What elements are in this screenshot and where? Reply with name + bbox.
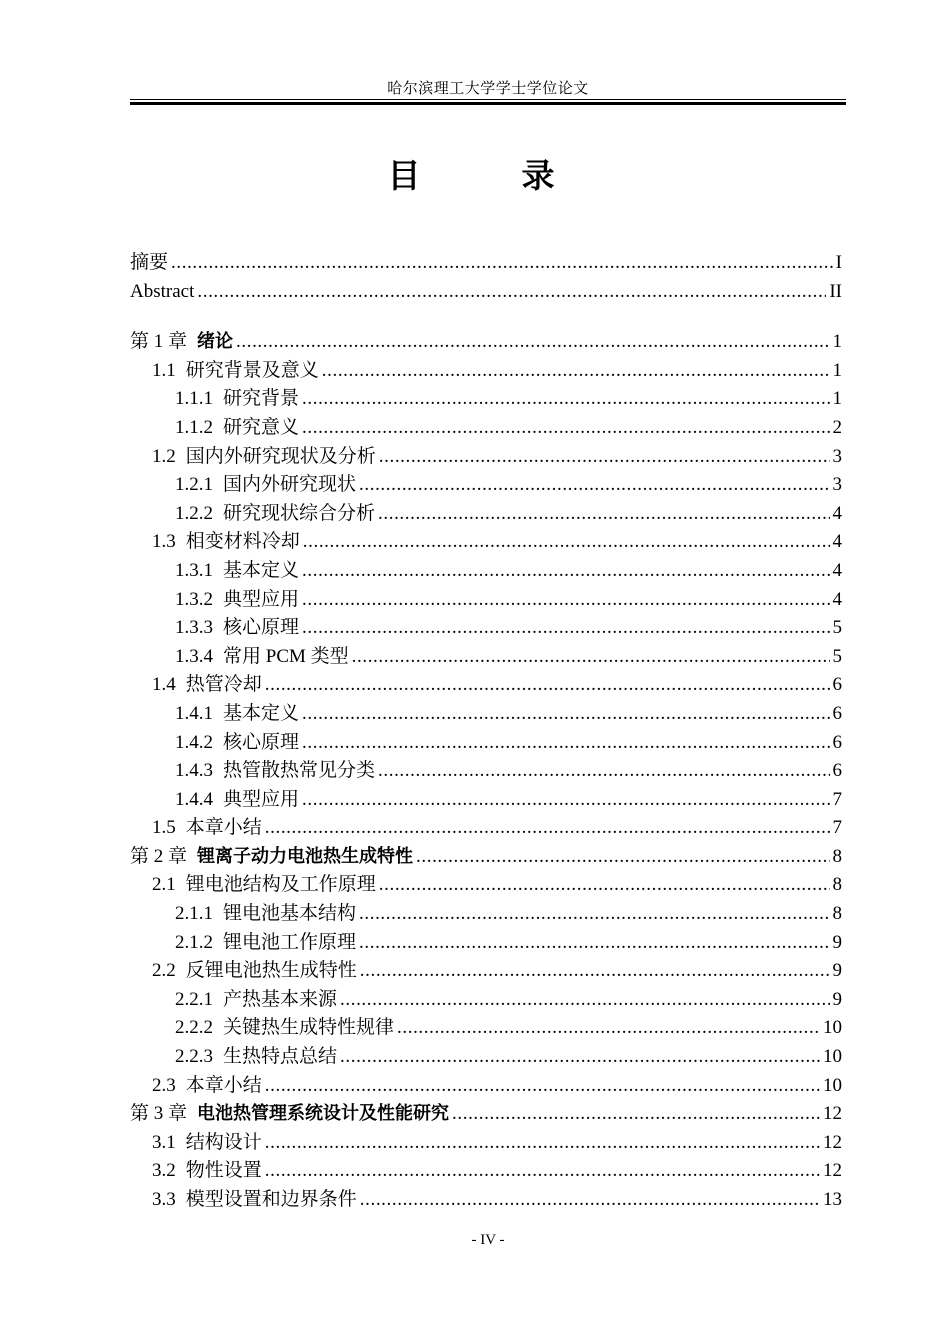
toc-entry-number: 3.2	[152, 1160, 176, 1182]
toc-entry-page: 6	[832, 702, 842, 724]
toc-leader-dots	[265, 814, 830, 843]
toc-entry-page: I	[835, 252, 842, 273]
toc-entry-number: 1.5	[152, 817, 176, 839]
toc-section[interactable]	[130, 1129, 842, 1158]
toc-entry-number: 1.1.2	[175, 416, 213, 438]
toc-entry-title: 国内外研究现状及分析	[185, 445, 376, 467]
toc-entry-title: 锂电池结构及工作原理	[185, 874, 376, 896]
toc-entry-title: 核心原理	[223, 731, 300, 753]
toc-leader-dots	[302, 586, 829, 615]
toc-leader-dots	[359, 900, 829, 929]
toc-entry-title: 本章小结	[185, 817, 262, 839]
toc-leader-dots	[302, 414, 829, 443]
toc-entry-title: 热管冷却	[185, 674, 262, 696]
toc-leader-dots	[340, 1043, 820, 1072]
toc-entry-number: 2.2.2	[175, 1017, 213, 1039]
toc-entry-title: 典型应用	[223, 788, 300, 810]
toc-entry-number: 1.3.4	[175, 645, 213, 667]
toc-leader-dots	[378, 757, 829, 786]
toc-entry-number: 第 3 章	[130, 1103, 188, 1125]
toc-leader-dots	[302, 557, 829, 586]
toc-leader-dots	[302, 614, 829, 643]
toc-entry-number: 2.1	[152, 874, 176, 896]
toc-entry-title: 物性设置	[185, 1160, 262, 1182]
toc-entry-page: 6	[832, 760, 842, 782]
toc-entry-title: 基本定义	[223, 559, 300, 581]
toc-section[interactable]	[130, 357, 842, 386]
toc-entry-title: 研究背景及意义	[185, 359, 319, 381]
toc-entry-page: 5	[832, 645, 842, 667]
toc-entry-number: 1.4.3	[175, 760, 213, 782]
toc-entry-number: 1.4.1	[175, 702, 213, 724]
toc-entry-page: 10	[823, 1074, 842, 1096]
toc-entry-title: 结构设计	[185, 1131, 262, 1153]
toc-leader-dots	[171, 249, 833, 278]
toc-entry-number: 2.2.3	[175, 1046, 213, 1068]
toc-entry-page: 3	[832, 474, 842, 496]
toc-entry-page: 8	[832, 874, 842, 896]
toc-entry-title: 生热特点总结	[223, 1046, 338, 1068]
toc-leader-dots	[322, 357, 830, 386]
toc-entry-title: 相变材料冷却	[185, 531, 300, 553]
toc-entry-page: 12	[823, 1103, 842, 1125]
toc-entry-number: 1.2.2	[175, 502, 213, 524]
table-of-contents	[130, 249, 842, 1215]
toc-leader-dots	[302, 385, 829, 414]
toc-leader-dots	[302, 786, 829, 815]
toc-entry-page: 7	[832, 788, 842, 810]
toc-leader-dots	[265, 1157, 820, 1186]
toc-entry-page: 9	[832, 931, 842, 953]
toc-leader-dots	[236, 328, 829, 357]
toc-entry-number: 1.4.4	[175, 788, 213, 810]
toc-entry-title: 产热基本来源	[223, 988, 338, 1010]
toc-entry-title: 国内外研究现状	[223, 474, 357, 496]
toc-section[interactable]	[130, 528, 842, 557]
toc-leader-dots	[302, 729, 829, 758]
toc-entry-number: 第 2 章	[130, 845, 188, 867]
toc-subsection[interactable]	[130, 471, 842, 500]
toc-entry-number: 第 1 章	[130, 331, 188, 353]
toc-subsection[interactable]	[130, 929, 842, 958]
toc-entry-title: 绪论	[197, 331, 234, 353]
toc-entry-page: 7	[832, 817, 842, 839]
toc-chapter-3[interactable]	[130, 1100, 842, 1129]
toc-section[interactable]	[130, 814, 842, 843]
toc-entry-number: 2.1.2	[175, 931, 213, 953]
toc-section[interactable]	[130, 443, 842, 472]
toc-entry-number: 1.3	[152, 531, 176, 553]
page-number: - IV -	[471, 1232, 505, 1248]
toc-entry-page: 6	[832, 674, 842, 696]
header-rule-thin	[130, 99, 846, 100]
toc-entry-title: 模型设置和边界条件	[185, 1189, 357, 1210]
toc-entry-number: 1.1	[152, 359, 176, 381]
toc-entry-page: 4	[832, 559, 842, 581]
toc-entry-number: 1.2	[152, 445, 176, 467]
toc-entry-page: 1	[832, 359, 842, 381]
toc-chapter-1[interactable]	[130, 328, 842, 357]
toc-entry-number: 3.1	[152, 1131, 176, 1153]
toc-subsection[interactable]	[130, 557, 842, 586]
toc-entry-title: 锂电池基本结构	[223, 903, 357, 925]
toc-subsection[interactable]	[130, 414, 842, 443]
toc-subsection[interactable]	[130, 614, 842, 643]
toc-entry-number: 1.4	[152, 674, 176, 696]
toc-leader-dots	[452, 1100, 820, 1129]
toc-section[interactable]	[130, 1157, 842, 1186]
toc-section[interactable]	[130, 1186, 842, 1215]
toc-heading: 目 录	[387, 156, 589, 195]
toc-leader-dots	[359, 471, 829, 500]
toc-leader-dots	[302, 700, 829, 729]
toc-entry-page: 4	[832, 588, 842, 610]
toc-entry-title: 研究背景	[223, 388, 300, 410]
toc-entry-title: 锂离子动力电池热生成特性	[197, 845, 414, 867]
toc-entry-title: 典型应用	[223, 588, 300, 610]
toc-entry-number: 1.3.1	[175, 559, 213, 581]
toc-subsection[interactable]	[130, 900, 842, 929]
toc-entry-page: 1	[832, 331, 842, 353]
toc-entry-number: 2.2	[152, 960, 176, 982]
toc-entry-title: 研究意义	[223, 416, 300, 438]
toc-entry-page: 12	[823, 1131, 842, 1153]
toc-leader-dots	[265, 671, 830, 700]
toc-entry-title: 反锂电池热生成特性	[185, 960, 357, 982]
toc-leader-dots	[360, 957, 830, 986]
toc-entry-page: 1	[832, 388, 842, 410]
toc-section[interactable]	[130, 957, 842, 986]
toc-entry-title: 关键热生成特性规律	[223, 1017, 395, 1039]
toc-entry-title: 常用 PCM 类型	[223, 645, 349, 667]
toc-entry-title: 摘要	[130, 252, 169, 273]
toc-chapter-2[interactable]	[130, 843, 842, 872]
toc-entry-number: 1.3.3	[175, 617, 213, 639]
toc-subsection[interactable]	[130, 700, 842, 729]
toc-entry-page: 10	[823, 1046, 842, 1068]
toc-entry-page: 6	[832, 731, 842, 753]
toc-entry-page: 2	[832, 416, 842, 438]
toc-leader-dots	[378, 500, 829, 529]
toc-entry-title: 核心原理	[223, 617, 300, 639]
toc-entry-page: 3	[832, 445, 842, 467]
toc-entry-page: 9	[832, 988, 842, 1010]
toc-subsection[interactable]	[130, 757, 842, 786]
toc-entry-abstract-en[interactable]	[130, 278, 842, 307]
toc-entry-page: II	[829, 280, 842, 302]
toc-leader-dots	[303, 528, 830, 557]
toc-leader-dots	[340, 986, 829, 1015]
toc-leader-dots	[397, 1014, 820, 1043]
toc-section[interactable]	[130, 871, 842, 900]
toc-entry-abstract-cn[interactable]	[130, 249, 842, 278]
header-rule-thick	[130, 102, 846, 105]
toc-section[interactable]	[130, 671, 842, 700]
toc-entry-page: 13	[823, 1189, 842, 1210]
toc-entry-page: 8	[832, 903, 842, 925]
toc-subsection[interactable]	[130, 1043, 842, 1072]
toc-subsection[interactable]	[130, 986, 842, 1015]
toc-leader-dots	[416, 843, 829, 872]
toc-entry-number: 1.1.1	[175, 388, 213, 410]
toc-subsection[interactable]	[130, 385, 842, 414]
toc-entry-title: 热管散热常见分类	[223, 760, 376, 782]
toc-leader-dots	[379, 871, 830, 900]
toc-subsection[interactable]	[130, 643, 842, 672]
toc-entry-page: 9	[832, 960, 842, 982]
toc-entry-page: 5	[832, 617, 842, 639]
toc-entry-page: 4	[832, 502, 842, 524]
toc-leader-dots	[379, 443, 830, 472]
toc-entry-title: Abstract	[130, 280, 195, 302]
toc-entry-page: 10	[823, 1017, 842, 1039]
toc-leader-dots	[352, 643, 830, 672]
toc-leader-dots	[265, 1072, 820, 1101]
toc-entry-page: 4	[832, 531, 842, 553]
toc-entry-title: 电池热管理系统设计及性能研究	[197, 1103, 450, 1125]
toc-entry-number: 2.3	[152, 1074, 176, 1096]
toc-entry-number: 2.1.1	[175, 903, 213, 925]
toc-subsection[interactable]	[130, 786, 842, 815]
toc-entry-title: 研究现状综合分析	[223, 502, 376, 524]
toc-leader-dots	[265, 1129, 820, 1158]
toc-leader-dots	[359, 929, 829, 958]
toc-leader-dots	[360, 1186, 820, 1215]
toc-entry-number: 1.4.2	[175, 731, 213, 753]
toc-subsection[interactable]	[130, 1014, 842, 1043]
toc-subsection[interactable]	[130, 729, 842, 758]
toc-entry-page: 12	[823, 1160, 842, 1182]
toc-entry-title: 锂电池工作原理	[223, 931, 357, 953]
toc-subsection[interactable]	[130, 586, 842, 615]
toc-entry-page: 8	[832, 845, 842, 867]
toc-entry-number: 2.2.1	[175, 988, 213, 1010]
toc-entry-title: 基本定义	[223, 702, 300, 724]
toc-entry-number: 1.3.2	[175, 588, 213, 610]
toc-entry-title: 本章小结	[185, 1074, 262, 1096]
running-header: 哈尔滨理工大学学士学位论文	[387, 81, 589, 97]
toc-section[interactable]	[130, 1072, 842, 1101]
toc-entry-number: 3.3	[152, 1189, 176, 1210]
toc-entry-number: 1.2.1	[175, 474, 213, 496]
toc-leader-dots	[197, 278, 826, 307]
toc-subsection[interactable]	[130, 500, 842, 529]
